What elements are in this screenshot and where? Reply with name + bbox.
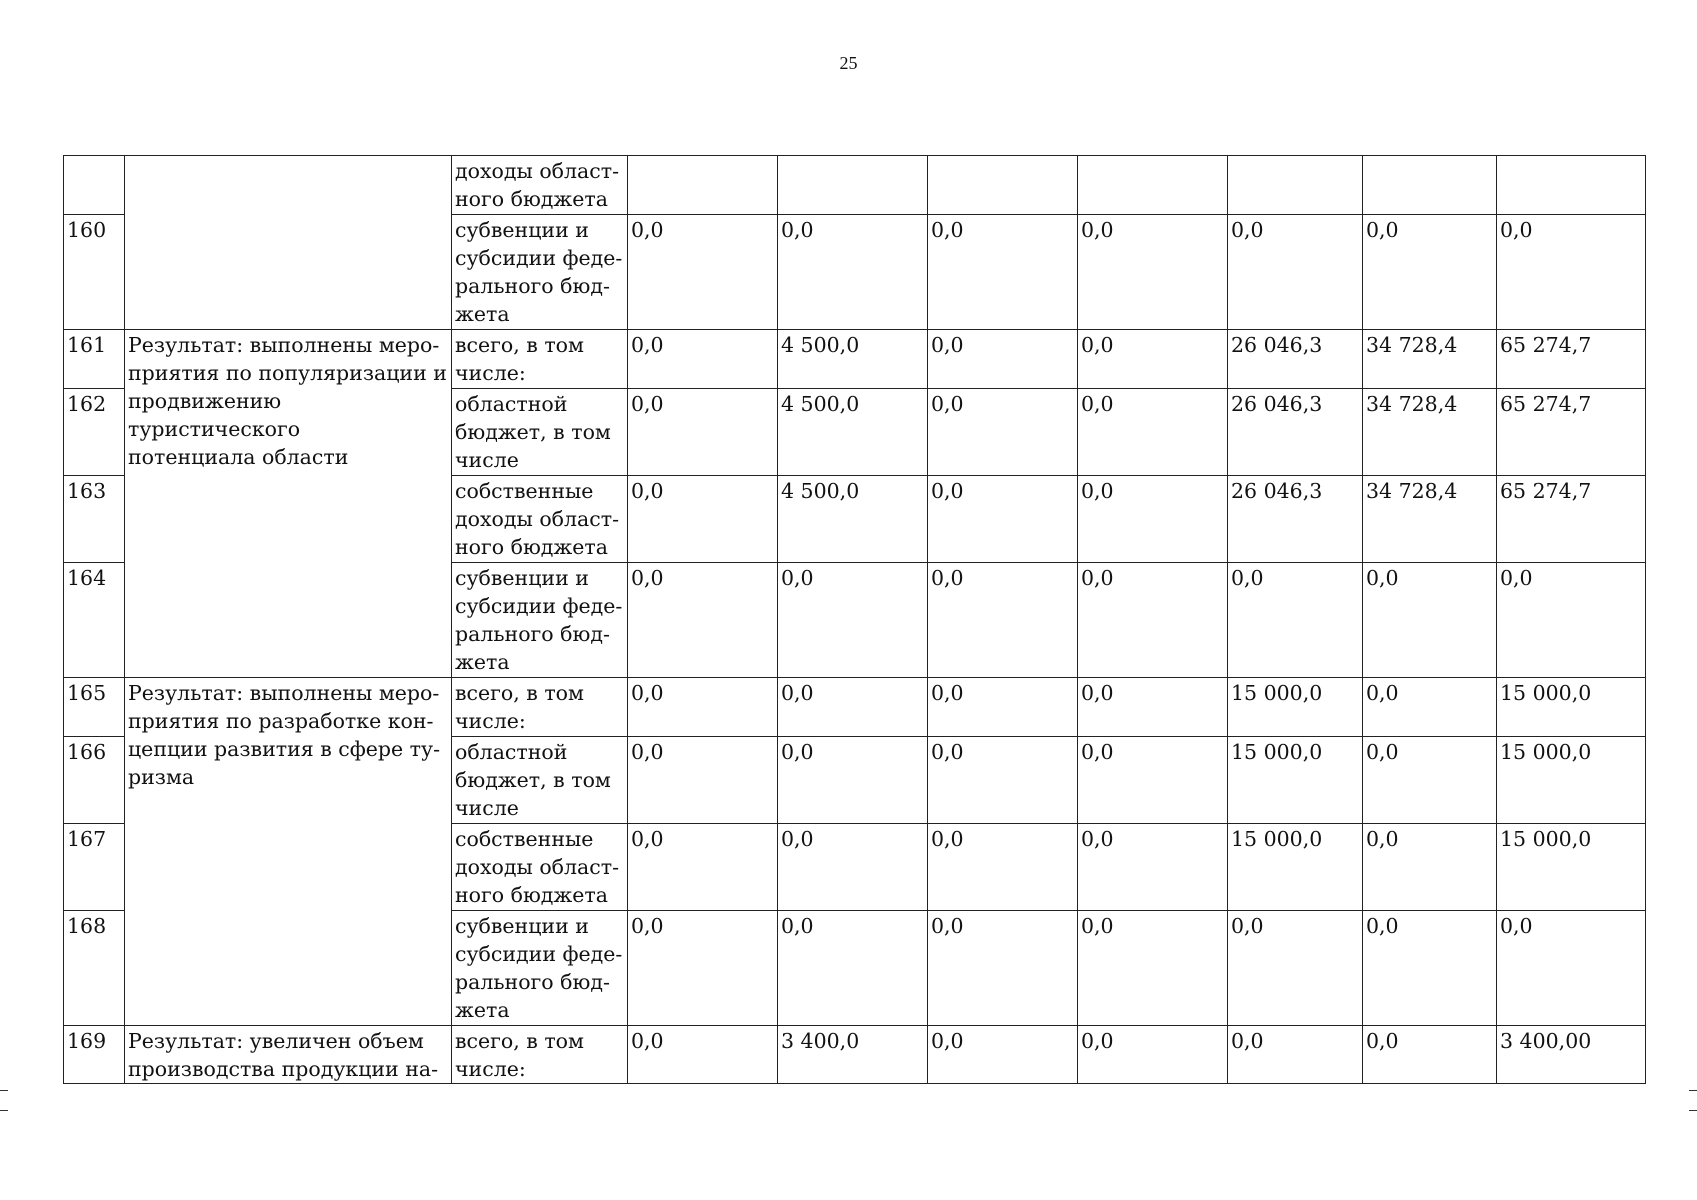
table-row (64, 156, 1646, 215)
funding-source: собственные доходы област- ного бюджета (452, 476, 628, 563)
value-cell: 0,0 (928, 911, 1078, 1026)
row-number: 163 (64, 476, 125, 563)
result-description: Результат: выполнены меро- приятия по популяризации и продвижению туристического потенциала области (125, 330, 452, 678)
value-cell: 0,0 (628, 911, 778, 1026)
value-cell: 0,0 (1497, 215, 1646, 330)
value-cell: 0,0 (1228, 215, 1363, 330)
value-cell: 0,0 (1078, 824, 1228, 911)
value-cell: 0,0 (1078, 330, 1228, 389)
funding-source: всего, в том числе: (452, 678, 628, 737)
value-cell: 0,0 (628, 737, 778, 824)
value-cell (1497, 156, 1646, 215)
value-cell: 0,0 (1363, 1026, 1497, 1084)
value-cell: 65 274,7 (1497, 389, 1646, 476)
value-cell: 0,0 (1363, 215, 1497, 330)
value-cell: 4 500,0 (778, 389, 928, 476)
value-cell: 0,0 (1363, 737, 1497, 824)
value-cell: 15 000,0 (1497, 678, 1646, 737)
row-number: 166 (64, 737, 125, 824)
value-cell: 0,0 (1363, 563, 1497, 678)
value-cell: 0,0 (1228, 1026, 1363, 1084)
value-cell: 4 500,0 (778, 330, 928, 389)
value-cell: 0,0 (1228, 911, 1363, 1026)
value-cell (1363, 156, 1497, 215)
funding-source: всего, в том числе: (452, 330, 628, 389)
value-cell: 0,0 (778, 737, 928, 824)
value-cell: 34 728,4 (1363, 330, 1497, 389)
value-cell: 15 000,0 (1228, 678, 1363, 737)
value-cell: 0,0 (1497, 563, 1646, 678)
value-cell: 0,0 (778, 563, 928, 678)
value-cell: 0,0 (928, 678, 1078, 737)
budget-table (63, 155, 1646, 1084)
value-cell: 0,0 (628, 330, 778, 389)
table-row (64, 1026, 1646, 1084)
value-cell: 0,0 (1078, 389, 1228, 476)
scan-edge-mark (0, 1110, 8, 1111)
value-cell: 0,0 (778, 215, 928, 330)
value-cell: 0,0 (1078, 215, 1228, 330)
value-cell: 3 400,00 (1497, 1026, 1646, 1084)
value-cell: 15 000,0 (1228, 824, 1363, 911)
value-cell: 26 046,3 (1228, 389, 1363, 476)
value-cell: 0,0 (928, 389, 1078, 476)
value-cell: 0,0 (1497, 911, 1646, 1026)
value-cell: 15 000,0 (1497, 824, 1646, 911)
value-cell: 0,0 (628, 824, 778, 911)
row-number: 164 (64, 563, 125, 678)
value-cell: 65 274,7 (1497, 330, 1646, 389)
row-number: 167 (64, 824, 125, 911)
funding-source: всего, в том числе: (452, 1026, 628, 1084)
funding-source: субвенции и субсидии феде- рального бюд- жета (452, 215, 628, 330)
row-number: 162 (64, 389, 125, 476)
table-row (64, 330, 1646, 389)
value-cell: 0,0 (1078, 911, 1228, 1026)
value-cell: 0,0 (1078, 678, 1228, 737)
value-cell: 26 046,3 (1228, 476, 1363, 563)
value-cell: 65 274,7 (1497, 476, 1646, 563)
value-cell: 0,0 (778, 678, 928, 737)
value-cell: 0,0 (928, 563, 1078, 678)
row-number: 169 (64, 1026, 125, 1084)
funding-source: субвенции и субсидии феде- рального бюд- жета (452, 563, 628, 678)
value-cell (778, 156, 928, 215)
value-cell: 0,0 (778, 911, 928, 1026)
value-cell: 0,0 (928, 476, 1078, 563)
value-cell: 0,0 (1078, 563, 1228, 678)
value-cell: 0,0 (628, 678, 778, 737)
table-row (64, 678, 1646, 737)
value-cell: 0,0 (628, 1026, 778, 1084)
row-number: 165 (64, 678, 125, 737)
row-number: 160 (64, 215, 125, 330)
value-cell: 0,0 (778, 824, 928, 911)
result-description: Результат: выполнены меро- приятия по разработке кон- цепции развития в сфере ту- ризма (125, 678, 452, 1026)
value-cell: 0,0 (1228, 563, 1363, 678)
result-description: Результат: увеличен объем производства продукции на- (125, 1026, 452, 1084)
scan-edge-mark (0, 1090, 8, 1091)
value-cell: 0,0 (1078, 476, 1228, 563)
row-number: 168 (64, 911, 125, 1026)
value-cell: 0,0 (1078, 737, 1228, 824)
value-cell (1228, 156, 1363, 215)
value-cell: 0,0 (1363, 824, 1497, 911)
value-cell: 0,0 (1363, 678, 1497, 737)
page-number: 25 (839, 53, 858, 73)
value-cell: 0,0 (628, 476, 778, 563)
row-number (64, 156, 125, 215)
value-cell: 0,0 (928, 215, 1078, 330)
result-description (125, 156, 452, 330)
value-cell: 0,0 (928, 330, 1078, 389)
value-cell: 0,0 (628, 563, 778, 678)
value-cell: 0,0 (1078, 1026, 1228, 1084)
value-cell: 15 000,0 (1228, 737, 1363, 824)
scan-edge-mark (1689, 1090, 1697, 1091)
funding-source: областной бюджет, в том числе (452, 389, 628, 476)
value-cell (628, 156, 778, 215)
value-cell: 3 400,0 (778, 1026, 928, 1084)
value-cell: 0,0 (928, 824, 1078, 911)
funding-source: областной бюджет, в том числе (452, 737, 628, 824)
value-cell: 0,0 (928, 737, 1078, 824)
value-cell: 34 728,4 (1363, 389, 1497, 476)
funding-source: субвенции и субсидии феде- рального бюд- жета (452, 911, 628, 1026)
value-cell: 15 000,0 (1497, 737, 1646, 824)
value-cell (928, 156, 1078, 215)
value-cell: 0,0 (628, 389, 778, 476)
value-cell: 4 500,0 (778, 476, 928, 563)
scan-edge-mark (1689, 1110, 1697, 1111)
value-cell: 0,0 (628, 215, 778, 330)
value-cell: 0,0 (1363, 911, 1497, 1026)
funding-source: собственные доходы област- ного бюджета (452, 824, 628, 911)
row-number: 161 (64, 330, 125, 389)
value-cell: 34 728,4 (1363, 476, 1497, 563)
value-cell (1078, 156, 1228, 215)
value-cell: 26 046,3 (1228, 330, 1363, 389)
funding-source: доходы област- ного бюджета (452, 156, 628, 215)
value-cell: 0,0 (928, 1026, 1078, 1084)
